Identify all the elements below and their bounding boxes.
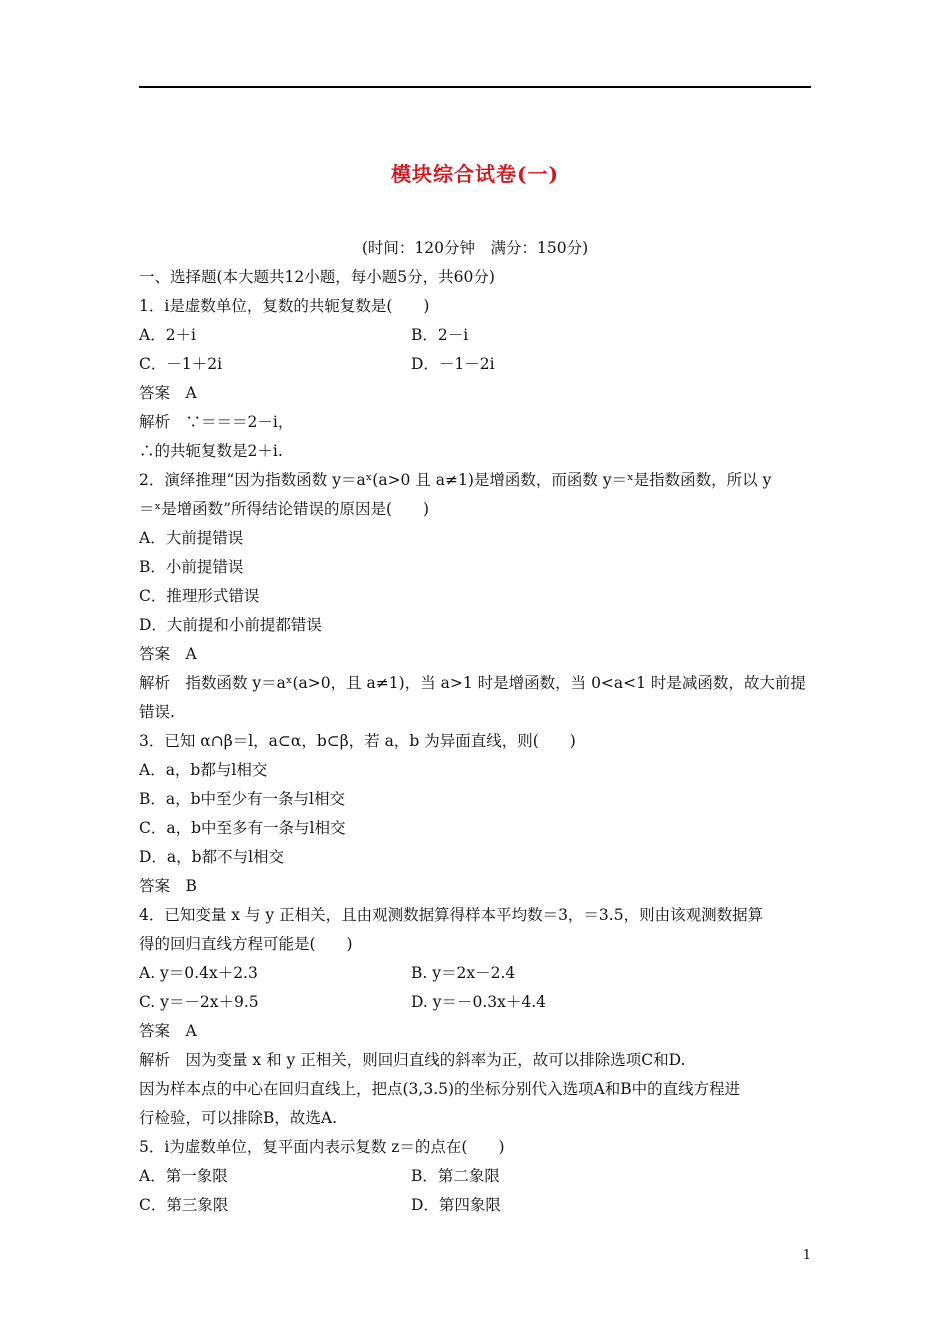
question-5-options-row1 [139,1162,811,1191]
question-1-options-row1 [139,321,811,350]
question-1-analysis: ∴的共轭复数是2＋i. [139,442,283,460]
question-1-options-row2 [139,350,811,379]
option-c: C．第三象限 [139,1196,229,1214]
question-2-answer: 答案 A [139,645,197,663]
question-5-options-row2 [139,1191,811,1220]
option-c: C．推理形式错误 [139,587,260,605]
option-d: D. y＝－0.3x＋4.4 [411,993,547,1011]
page-number: 1 [802,1248,811,1263]
question-1-analysis: 解析 ∵＝＝＝2－i， [139,413,294,431]
question-4-options-row1 [139,959,811,988]
question-2-analysis: 错误. [139,703,175,721]
option-b: B．第二象限 [411,1167,500,1185]
header-rule [139,86,811,88]
question-1-stem: 1．i是虚数单位，复数的共轭复数是( ) [139,297,430,315]
question-4-stem: 得的回归直线方程可能是( ) [139,935,353,953]
question-4-analysis: 因为样本点的中心在回归直线上，把点(3,3.5)的坐标分别代入选项A和B中的直线方程进 [139,1080,741,1098]
question-1-answer: 答案 A [139,384,197,402]
question-4-analysis: 解析 因为变量 x 和 y 正相关，则回归直线的斜率为正，故可以排除选项C和D. [139,1051,686,1069]
page-title: 模块综合试卷(一) [391,162,559,186]
option-b: B．小前提错误 [139,558,244,576]
option-a: A．2＋i [139,326,197,344]
question-4-options-row2 [139,988,811,1017]
question-2-analysis: 解析 指数函数 y＝aˣ(a>0，且 a≠1)，当 a>1 时是增函数，当 0<a<1 时是减函数，故大前提 [139,674,806,692]
option-d: D．大前提和小前提都错误 [139,616,322,634]
section-heading: 一、选择题(本大题共12小题，每小题5分，共60分) [139,268,495,286]
option-a: A．a，b都与l相交 [139,761,268,779]
question-4-stem: 4．已知变量 x 与 y 正相关，且由观测数据算得样本平均数＝3，＝3.5，则由该观测数据算 [139,906,764,924]
option-b: B．2－i [411,326,469,344]
option-d: D．a，b都不与l相交 [139,848,285,866]
document-body [139,234,811,1220]
option-b: B．a，b中至少有一条与l相交 [139,790,346,808]
question-3-stem: 3．已知 α∩β＝l，a⊂α，b⊂β，若 a，b 为异面直线，则( ) [139,732,576,750]
option-d: D．第四象限 [411,1196,501,1214]
question-2-stem: ＝ˣ是增函数”所得结论错误的原因是( ) [139,500,430,518]
option-a: A. y＝0.4x＋2.3 [139,964,258,982]
option-a: A．大前提错误 [139,529,244,547]
option-a: A．第一象限 [139,1167,228,1185]
question-5-stem: 5．i为虚数单位，复平面内表示复数 z＝的点在( ) [139,1138,505,1156]
question-3-answer: 答案 B [139,877,197,895]
question-4-answer: 答案 A [139,1022,197,1040]
option-c: C．a，b中至多有一条与l相交 [139,819,346,837]
question-2-stem: 2．演绎推理“因为指数函数 y＝aˣ(a>0 且 a≠1)是增函数，而函数 y＝ˣ是指数函数，所以 y [139,471,772,489]
option-c: C．－1＋2i [139,355,223,373]
question-4-analysis: 行检验，可以排除B，故选A. [139,1109,338,1127]
exam-meta: (时间：120分钟 满分：150分) [361,239,589,257]
option-d: D．－1－2i [411,355,495,373]
option-b: B. y＝2x－2.4 [411,964,516,982]
option-c: C. y＝－2x＋9.5 [139,993,259,1011]
